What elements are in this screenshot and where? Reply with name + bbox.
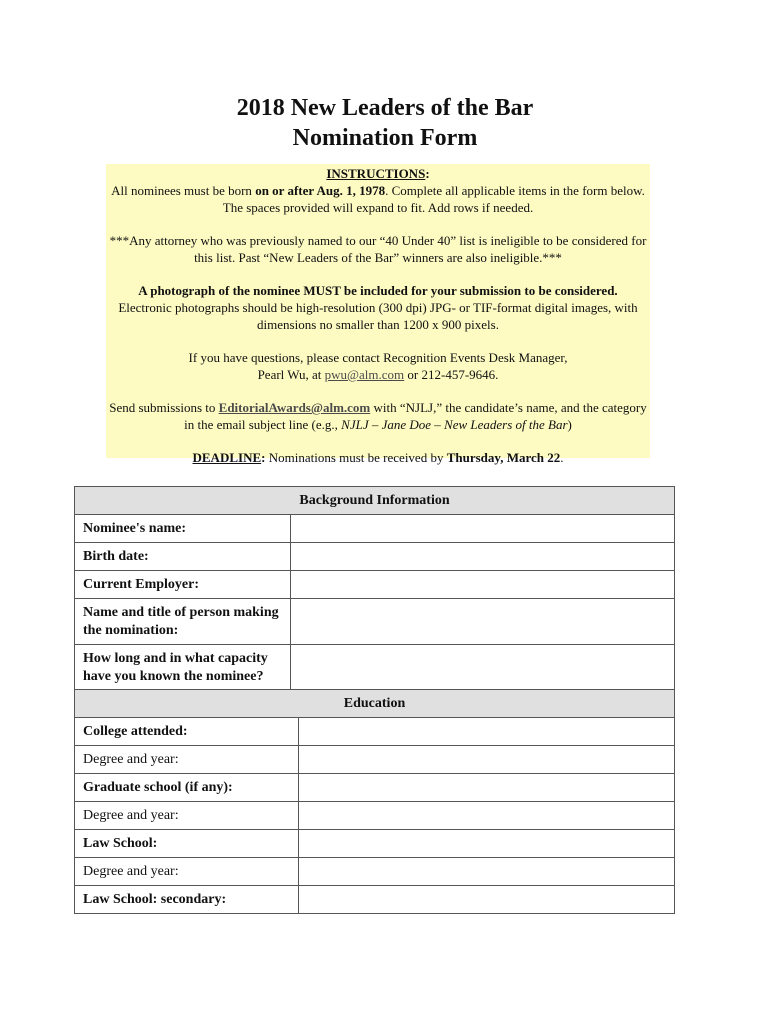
p5-text-a: Send submissions to <box>109 400 219 415</box>
birth-date-label: Birth date: <box>75 543 291 571</box>
instructions-heading-colon: : <box>425 166 430 181</box>
birth-date-field[interactable] <box>290 543 674 571</box>
p1-birth-cutoff: on or after Aug. 1, 1978 <box>255 183 386 198</box>
deadline-end: . <box>560 450 564 465</box>
college-attended-label: College attended: <box>75 718 299 746</box>
instructions-paragraph-3 <box>106 282 650 333</box>
p3-photo-required: A photograph of the nominee MUST be included for your submission to be considered. <box>138 283 618 298</box>
p1-text-c: . Complete all applicable items in the form below. The spaces provided will expand to fit. Add rows if needed. <box>222 183 645 215</box>
law-school-field[interactable] <box>298 830 674 858</box>
law-school-secondary-label: Law School: secondary: <box>75 886 299 914</box>
instructions-paragraph-5 <box>106 399 650 433</box>
graduate-degree-year-label: Degree and year: <box>75 802 299 830</box>
instructions-paragraph-2: ***Any attorney who was previously named to our “40 Under 40” list is ineligible to be considered for this list. Past “New Leaders of the Bar” winners are also ineligible.*** <box>109 233 647 265</box>
education-header: Education <box>75 690 675 718</box>
p4-text-b: Pearl Wu, at <box>257 367 325 382</box>
instructions-box <box>106 164 650 465</box>
graduate-school-field[interactable] <box>298 774 674 802</box>
college-degree-year-label: Degree and year: <box>75 746 299 774</box>
nominee-name-field[interactable] <box>290 515 674 543</box>
nominator-name-title-field[interactable] <box>290 599 674 645</box>
nominator-name-title-label: Name and title of person making the nomination: <box>75 599 291 645</box>
p1-text-a: All nominees must be born <box>111 183 256 198</box>
education-table <box>74 689 675 914</box>
p5-text-c: ) <box>567 417 572 432</box>
current-employer-label: Current Employer: <box>75 571 291 599</box>
law-school-secondary-field[interactable] <box>298 886 674 914</box>
college-attended-field[interactable] <box>298 718 674 746</box>
nominee-name-label: Nominee's name: <box>75 515 291 543</box>
deadline-line <box>106 449 650 466</box>
known-nominee-label: How long and in what capacity have you known the nominee? <box>75 645 291 691</box>
law-degree-year-label: Degree and year: <box>75 858 299 886</box>
deadline-date: Thursday, March 22 <box>446 450 561 465</box>
contact-email-link[interactable]: pwu@alm.com <box>324 367 405 382</box>
current-employer-field[interactable] <box>290 571 674 599</box>
p4-text-c: or 212-457-9646. <box>404 367 499 382</box>
title-line-2: Nomination Form <box>292 125 478 151</box>
p4-text-a: If you have questions, please contact Recognition Events Desk Manager, <box>188 350 568 365</box>
instructions-heading-line <box>106 164 650 182</box>
graduate-school-label: Graduate school (if any): <box>75 774 299 802</box>
graduate-degree-year-field[interactable] <box>298 802 674 830</box>
background-information-table <box>74 486 675 691</box>
p3-photo-specs: Electronic photographs should be high-resolution (300 dpi) JPG- or TIF-format digital images, with dimensions no smaller than 1200 x 900 pixels. <box>118 300 638 332</box>
p5-text-b: with “NJLJ,” the candidate’s name, and the category in the email subject line (e.g., <box>184 400 647 432</box>
instructions-paragraph-4 <box>106 349 650 383</box>
law-degree-year-field[interactable] <box>298 858 674 886</box>
background-information-header: Background Information <box>75 487 675 515</box>
submission-email-link[interactable]: EditorialAwards@alm.com <box>218 400 371 415</box>
instructions-paragraph-1 <box>106 182 650 216</box>
p5-subject-example: NJLJ – Jane Doe – New Leaders of the Bar <box>341 417 568 432</box>
form-title <box>0 93 770 153</box>
known-nominee-field[interactable] <box>290 645 674 691</box>
deadline-label: DEADLINE <box>192 450 262 465</box>
title-line-1: 2018 New Leaders of the Bar <box>236 95 534 121</box>
college-degree-year-field[interactable] <box>298 746 674 774</box>
law-school-label: Law School: <box>75 830 299 858</box>
deadline-colon: : <box>261 450 266 465</box>
instructions-heading: INSTRUCTIONS <box>326 166 426 181</box>
deadline-text: Nominations must be received by <box>265 450 447 465</box>
